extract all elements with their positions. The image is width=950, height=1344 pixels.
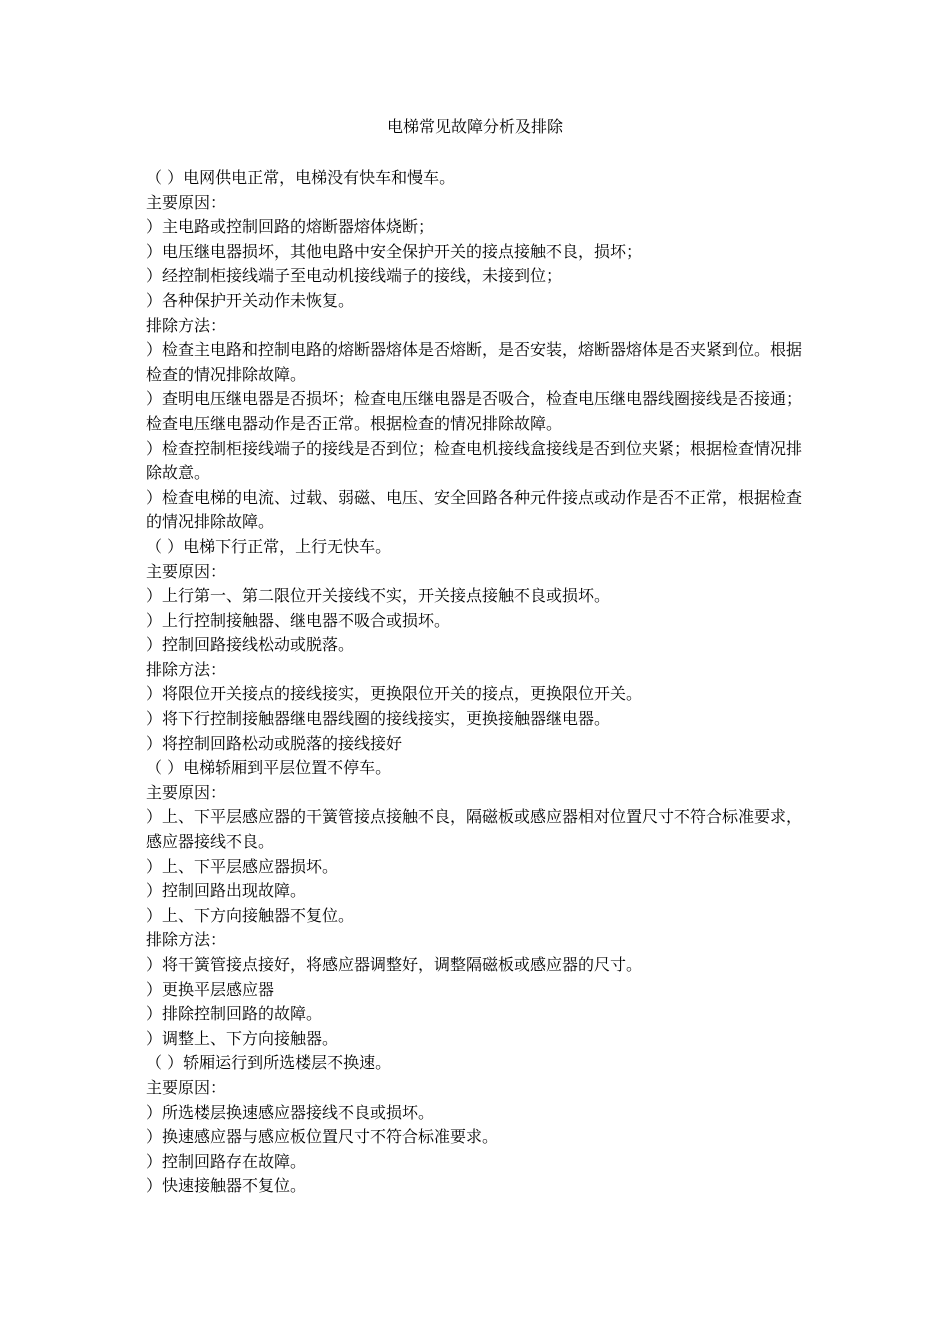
text-line: ）经控制柜接线端子至电动机接线端子的接线，未接到位； [146, 266, 563, 286]
text-line: （ ）轿厢运行到所选楼层不换速。 [146, 1053, 392, 1073]
text-line: ）将限位开关接点的接线接实，更换限位开关的接点，更换限位开关。 [146, 684, 643, 704]
text-line: 排除方法： [146, 930, 227, 950]
text-line: ）检查电梯的电流、过载、弱磁、电压、安全回路各种元件接点或动作是否不正常，根据检查的情况排除故障。 [146, 487, 803, 532]
text-line: ）将干簧管接点接好，将感应器调整好，调整隔磁板或感应器的尺寸。 [146, 955, 643, 974]
text-line: ）上、下方向接触器不复位。 [146, 905, 355, 925]
text-line: 主要原因： [146, 561, 227, 581]
text-line: ）将下行控制接触器继电器线圈的接线接实，更换接触器继电器。 [146, 709, 611, 729]
text-line: ）更换平层感应器 [146, 979, 275, 999]
text-line: ）快速接触器不复位。 [146, 1176, 307, 1196]
text-line: ）换速感应器与感应板位置尺寸不符合标准要求。 [146, 1127, 499, 1147]
text-line: ）控制回路存在故障。 [146, 1151, 307, 1171]
text-line: ）排除控制回路的故障。 [146, 1004, 323, 1024]
text-line: （ ）电梯下行正常，上行无快车。 [146, 536, 392, 556]
text-line: （ ）电网供电正常，电梯没有快车和慢车。 [146, 168, 456, 187]
text-line: ）调整上、下方向接触器。 [146, 1028, 339, 1048]
text-line: ）所选楼层换速感应器接线不良或损坏。 [146, 1102, 435, 1122]
text-line: ）主电路或控制回路的熔断器熔体烧断； [146, 217, 435, 237]
text-line: ）检查主电路和控制电路的熔断器熔体是否熔断，是否安装，熔断器熔体是否夹紧到位。根据检查的情况排除故障。 [146, 340, 803, 384]
text-line: ）上、下平层感应器的干簧管接点接触不良，隔磁板或感应器相对位置尺寸不符合标准要求，感应器接线不良。 [146, 807, 803, 852]
text-line: （ ）电梯轿厢到平层位置不停车。 [146, 758, 392, 778]
text-line: ）控制回路出现故障。 [146, 881, 307, 901]
text-line: 主要原因： [146, 192, 227, 212]
text-line: 主要原因： [146, 782, 227, 802]
text-line: ）将控制回路松动或脱落的接线接好 [146, 733, 403, 753]
text-line: ）各种保护开关动作未恢复。 [146, 290, 355, 310]
document-body [146, 166, 810, 1199]
text-line: ）控制回路接线松动或脱落。 [146, 635, 355, 655]
text-line: ）上行控制接触器、继电器不吸合或损坏。 [146, 610, 451, 630]
text-line: ）查明电压继电器是否损坏；检查电压继电器是否吸合，检查电压继电器线圈接线是否接通；检查电压继电器动作是否正常。根据检查的情况排除故障。 [146, 389, 803, 433]
text-line: ）上行第一、第二限位开关接线不实，开关接点接触不良或损坏。 [146, 586, 611, 606]
text-line: ）电压继电器损坏，其他电路中安全保护开关的接点接触不良，损坏； [146, 241, 643, 261]
text-line: ）上、下平层感应器损坏。 [146, 856, 339, 876]
text-line: 排除方法： [146, 315, 227, 335]
text-line: ）检查控制柜接线端子的接线是否到位；检查电机接线盒接线是否到位夹紧；根据检查情况排除故意。 [146, 438, 803, 483]
text-line: 主要原因： [146, 1077, 227, 1097]
document-title: 电梯常见故障分析及排除 [386, 117, 563, 136]
text-line: 排除方法： [146, 659, 227, 679]
